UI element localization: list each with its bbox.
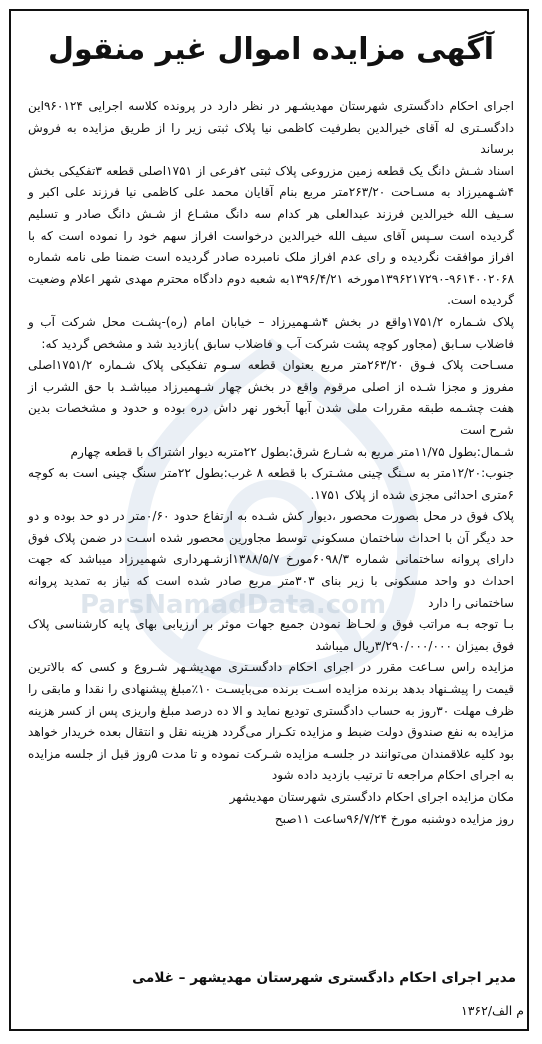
paragraph-bounds-north-east: شـمال:بطول ۱۱/۷۵متر مربع به شـارع شرق:بطول ۲۲متربه دیوار اشتراک با قطعه چهارم — [70, 444, 514, 459]
watermark-text: ParsNamadData.com — [80, 590, 387, 620]
paragraph-building-status: پلاک فوق در محل بصورت محصور ،دیوار کش شـده به ارتفاع حدود ۰/۶۰متر در دو حد بوده و دو حد دیگر آن با احداث ساختمان مسکونی توسط مجاورین محصور شده اسـت در ضمن پلاک فوق دارای پروانه ساختمانی شماره ۶۰۹۸/۳مورخ ۱۳۸۸/۵/۷ازشـهرداری شهمیرزاد میباشد که جهت احداث دو واحد مسکونی با زیر بنای ۳۰۳متر مربع صادر شده است که نیاز به تمدید پروانه ساختمانی را دارد — [28, 509, 515, 610]
paragraph-auction-date: روز مزایده دوشنبه مورخ ۹۶/۷/۲۴ساعت ۱۱صبح — [274, 811, 514, 826]
paragraph-property-docs: اسناد شـش دانگ یک قطعه زمین مزروعی پلاک ثبتی ۲فرعی از ۱۷۵۱اصلی قطعه ۳تفکیکی بخش ۴شـهمیرزاد به مسـاحت ۲۶۳/۲۰متر مربع بنام آقایان محمد علی کاظمی نیا فرزند علی اکبر و سـیف الله خیرالدین فرزند عبدالعلی هر کدام سه دانگ مشـاع از شـش دانگ صادر و تسلیم گردیده است سـپس آقای سیف الله خیرالدین درخواست افراز سهم خود را نموده است که با افراز موافقت نگردیده و رای عدم افراز ملک نامبرده صادر گردیده است ضمنا طی نامه شماره ۹۶۱۴۰۰۲۰۶۸-۱۳۹۶۲۱۷۲۹۰مورخه ۱۳۹۶/۴/۲۱به شعبه دوم دادگاه محترم مهدی شهر اعلام وضعیت گردیده است. — [28, 163, 515, 308]
reference-number: م الف/۱۳۶۲ — [460, 1003, 524, 1018]
signature-line: مدیر اجرای احکام دادگستری شهرستان مهدیشهر – غلامی — [132, 970, 516, 986]
paragraph-auction-terms: مزایده راس سـاعت مقرر در اجرای احکام دادگسـتری مهدیشـهر شـروع و کسی که بالاترین قیمت را پیشـنهاد بدهد برنده مزایده اسـت برنده می‌بایسـت ۱۰٪مبلغ پیشنهادی را نقدا و مابقی را ظرف مهلت ۳۰روز به حساب دادگستری تودیع نماید و الا ده درصد مبلغ واریزی پس از کسر هزینه مزایده به نفع صندوق دولت ضبط و مزایده تکـرار می‌گردد هزینه نقل و انتقال بعده خریدار خواهد بود کلیه علاقمندان می‌توانند در جلسـه مزایده شـرکت نموده و تا مدت ۵روز قبل از جلسه مزایده به اجرای احکام مراجعه تا ترتیب بازدید داده شود — [28, 660, 514, 783]
paragraph-area: مسـاحت پلاک فـوق ۲۶۳/۲۰متر مربع بعنوان قطعه سـوم تفکیکی پلاک شـماره ۱۷۵۱/۲اصلی مفروز و مجزا شـده از اصلی مرقوم واقع در بخش چهار شـهمیرزاد میباشـد با حق الشرب از هفت چشـمه طبقه مقررات ملی شدن آبها آبخور نهر داش دره بوده و حدود و مشخصات بدین شرح است — [28, 358, 514, 437]
paragraph-location: پلاک شـماره ۱۷۵۱/۲واقع در بخش ۴شـهمیرزاد – خیابان امام (ره)-پشـت محل شرکت آب و فاضلاب سـابق (مجاور کوچه پشت شرکت آب و فاضلاب سابق )بازدید شد و مشخص گردید که: — [28, 314, 514, 351]
notice-title: آگهی مزایده اموال غیر منقول — [47, 32, 495, 67]
paragraph-valuation: بـا توجه بـه مراتب فوق و لحـاظ نمودن جمیع جهات موثر بر ارزیابی بهای پایه کارشناسی پلاک فوق بمیزان ۳/۲۹۰/۰۰۰/۰۰۰ریال میباشد — [28, 617, 514, 653]
paragraph-auction-place: مکان مزایده اجرای احکام دادگستری شهرستان مهدیشهر — [229, 790, 514, 804]
paragraph-intro: اجرای احکام دادگستری شهرستان مهدیشـهر در نظر دارد در پرونده کلاسه اجرایی ۹۶۰۱۲۴این دادگسـتری له آقای خیرالدین بطرفیت کاظمی نیا پلاک ثبتی زیر را از طریق مزایده به فروش برساند — [28, 99, 514, 157]
notice-body — [28, 96, 514, 830]
paragraph-bounds-south-west: جنوب:۱۲/۲۰متر به سـنگ چینی مشـترک با قطعه ۸ غرب:بطول ۲۲متر سنگ چینی است به کوچه ۶متری احداثی مجزی شده از پلاک ۱۷۵۱. — [28, 466, 515, 502]
